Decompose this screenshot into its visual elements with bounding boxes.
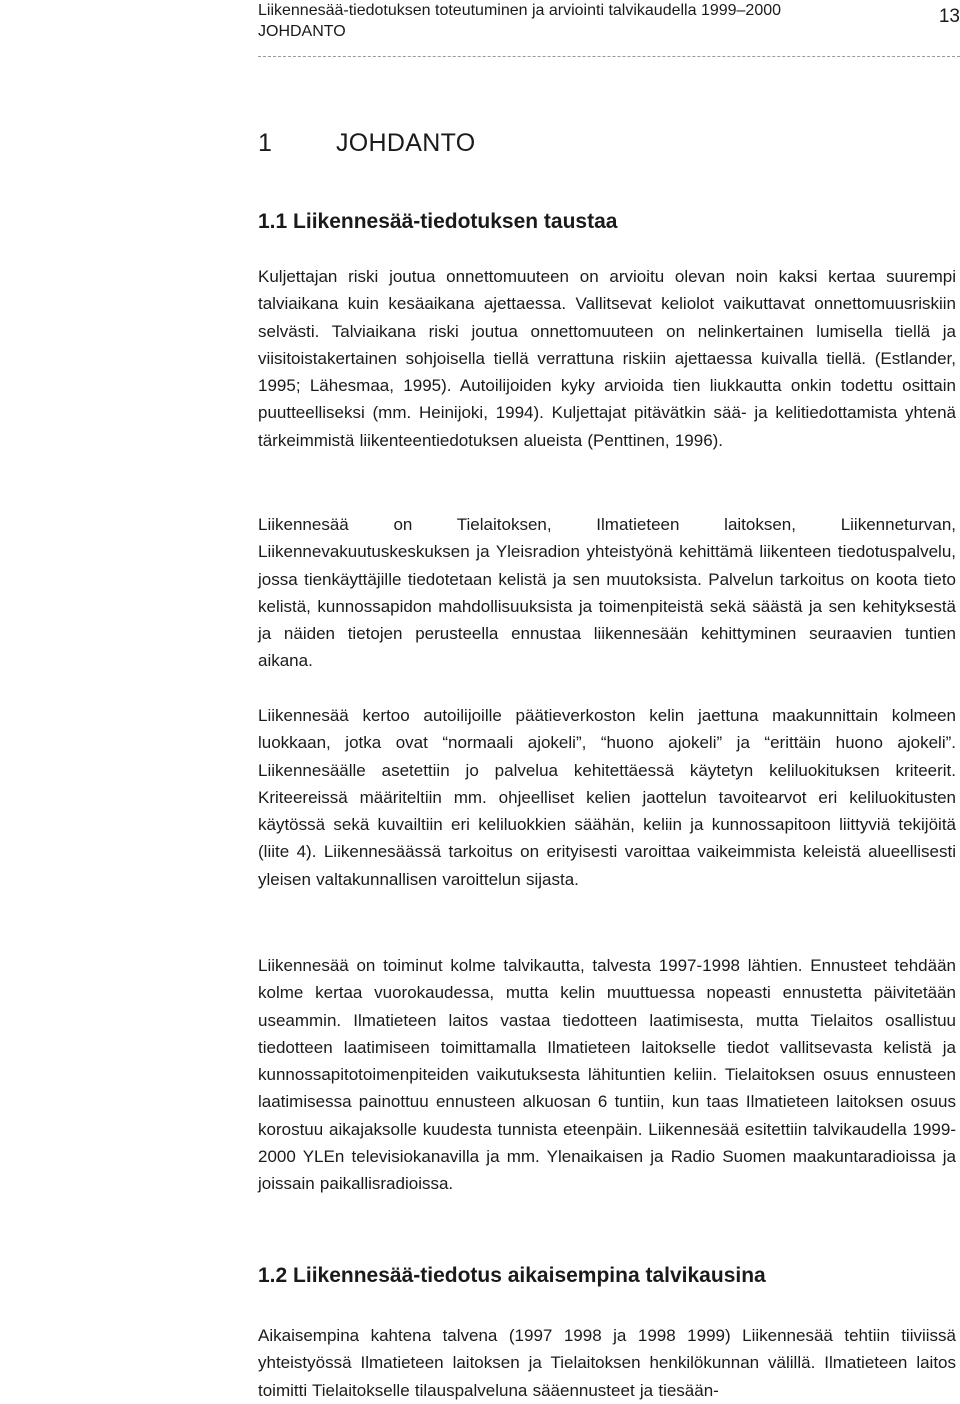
body-paragraph: Aikaisempina kahtena talvena (1997 1998 ja 1998 1999) Liikennesää tehtiin tiiviissä yhteistyössä Ilmatieteen laitoksen ja Tielaitoksen henkilökunnan välillä. Ilmatieteen laitos toimitti Tielaitokselle tilauspalveluna sääennusteet ja tiesään- (258, 1326, 956, 1400)
body-paragraph: Liikennesää on toiminut kolme talvikautta, talvesta 1997-1998 lähtien. Ennusteet tehdään kolme kertaa vuorokaudessa, mutta kelin muuttuessa nopeasti ennustetta päivitetään useammin. Ilmatieteen laitos vastaa tiedotteen laatimisesta, mutta Tielaitos osallistuu tiedotteen laatimiseen toimittamalla Ilmatieteen laitokselle tiedot vallitsevasta kelistä ja kunnossapitotoimenpiteiden vaikutuksesta lähituntien keliin. Tielaitoksen osuus ennusteen laatimisessa painottuu ennusteen alkuosan 6 tuntiin, kun taas Ilmatieteen laitoksen osuus korostuu aikajaksolle kuudesta tunnista eteenpäin. Liikennesää esitettiin talvikaudella 1999-2000 YLEn televisiokanavilla ja mm. Ylenaikaisen ja Radio Suomen maakuntaradioissa ja joissain paikallisradioissa. (258, 956, 956, 1194)
running-header-title: Liikennesää-tiedotuksen toteutuminen ja arviointi talvikaudella 1999–2000 (258, 2, 782, 19)
chapter-number: 1 (258, 129, 273, 157)
body-paragraph: Kuljettajan riski joutua onnettomuuteen on arvioitu olevan noin kaksi kertaa suurempi talviaikana kuin kesäaikana ajettaessa. Vallitsevat keliolot vaikuttavat onnettomuusriskiin selvästi. Talviaikana riski joutua onnettomuuteen on nelinkertainen lumisella tiellä ja viisitoistakertainen sohjoisella tiellä verrattuna riskiin ajettaessa kuivalla tiellä. (Estlander, 1995; Lähesmaa, 1995). Autoilijoiden kyky arvioida tien liukkautta onkin todettu osittain puutteelliseksi (mm. Heinijoki, 1994). Kuljettajat pitävätkin sää- ja kelitiedottamista yhtenä tärkeimmistä liikenteentiedotuksen alueista (Penttinen, 1996). (258, 267, 956, 450)
section-heading: 1.1 Liikennesää-tiedotuksen taustaa (258, 210, 618, 233)
header-divider (258, 56, 960, 57)
body-paragraph: Liikennesää on Tielaitoksen, Ilmatieteen laitoksen, Liikenneturvan, Liikennevakuutuskeskuksen ja Yleisradion yhteistyönä kehittämä liikenteen tiedotuspalvelu, jossa tienkäyttäjille tiedotetaan kelistä ja sen muutoksista. Palvelun tarkoitus on koota tieto kelistä, kunnossapidon mahdollisuuksista ja toimenpiteistä sekä säästä ja sen kehityksestä ja näiden tietojen perusteella ennustaa liikennesään kehittyminen seuraavien tuntien aikana. (258, 515, 956, 671)
section-heading: 1.2 Liikennesää-tiedotus aikaisempina talvikausina (258, 1264, 766, 1287)
running-header-chapter: JOHDANTO (258, 23, 346, 40)
chapter-heading (258, 129, 475, 158)
page-number: 13 (938, 6, 960, 27)
chapter-title: JOHDANTO (336, 129, 476, 157)
body-paragraph: Liikennesää kertoo autoilijoille päätieverkoston kelin jaettuna maakunnittain kolmeen luokkaan, jotka ovat “normaali ajokeli”, “huono ajokeli” ja “erittäin huono ajokeli”. Liikennesäälle asetettiin jo palvelua kehitettäessä käytetyn keliluokituksen kriteerit. Kriteereissä määriteltiin mm. ohjeelliset kelien jaottelun tavoitearvot eri keliluokitusten käytössä sekä kuvailtiin eri keliluokkien säähän, keliin ja kunnossapitoon liittyviä tekijöitä (liite 4). Liikennesäässä tarkoitus on erityisesti varoittaa vaikeimmista keleistä alueellisesti yleisen valtakunnallisen varoittelun sijasta. (258, 706, 956, 889)
running-header (258, 0, 960, 42)
